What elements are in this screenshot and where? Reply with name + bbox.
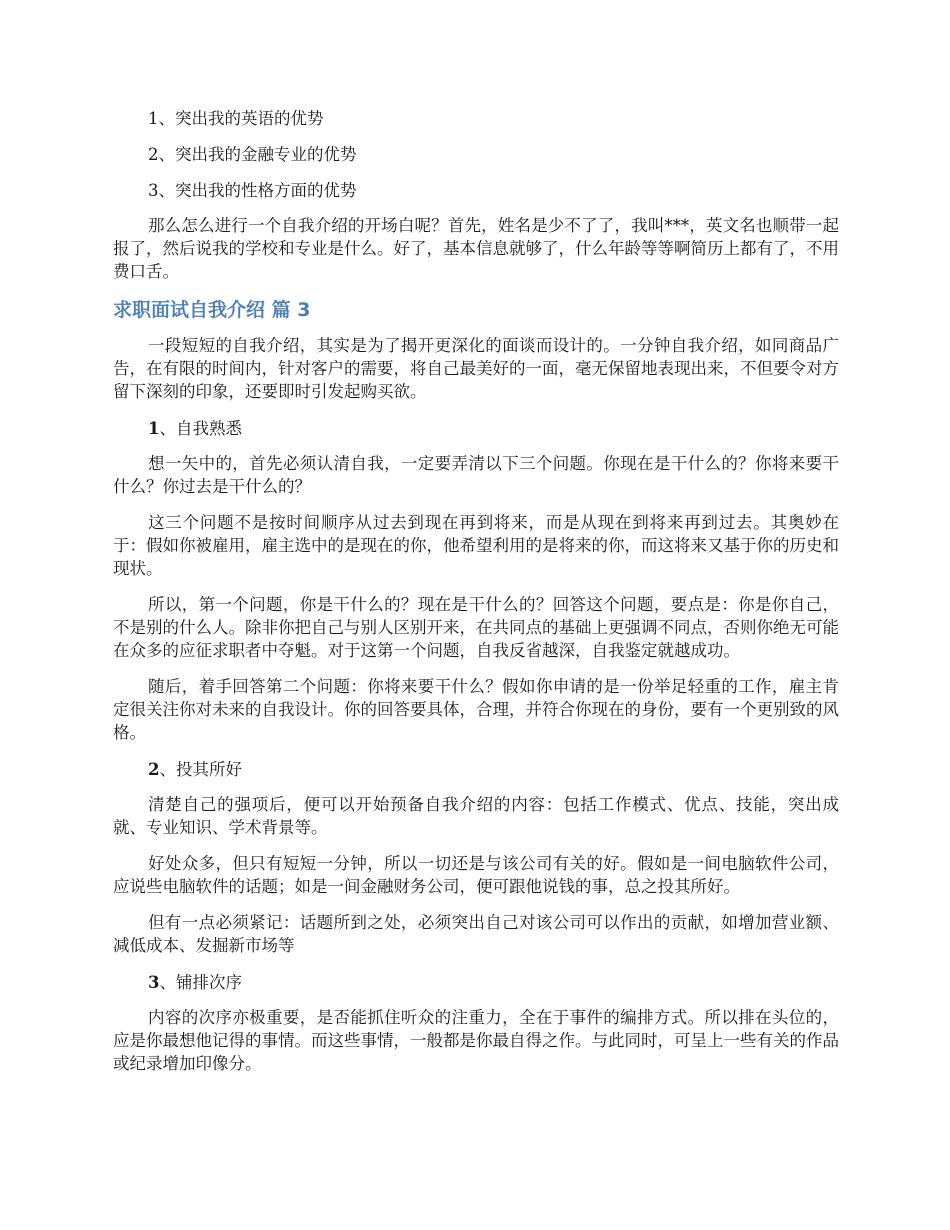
subheading-number: 3	[148, 973, 160, 992]
section-title: 求职面试自我介绍 篇 3	[113, 299, 311, 321]
paragraph: 所以，第一个问题，你是干什么的？现在是干什么的？回答这个问题，要点是：你是你自己，不是别的什么人。除非你把自己与别人区别开来，在共同点的基础上更强调不同点，否则你绝无可能在众多的应征求职者中夺魁。对于这第一个问题，自我反省越深，自我鉴定就越成功。	[113, 595, 839, 660]
paragraph: 随后，着手回答第二个问题：你将来要干什么？假如你申请的是一份举足轻重的工作，雇主肯定很关注你对未来的自我设计。你的回答要具体，合理，并符合你现在的身份，要有一个更别致的风格。	[113, 677, 839, 742]
subheading-order	[113, 970, 839, 996]
list-item: 2、突出我的金融专业的优势	[148, 145, 357, 164]
paragraph: 好处众多，但只有短短一分钟，所以一切还是与该公司有关的好。假如是一间电脑软件公司，应说些电脑软件的话题；如是一间金融财务公司，便可跟他说钱的事，总之投其所好。	[113, 854, 839, 896]
subheading-text: 、铺排次序	[159, 973, 242, 992]
paragraph: 想一矢中的，首先必须认清自我，一定要弄清以下三个问题。你现在是干什么的？你将来要干什么？你过去是干什么的？	[113, 454, 839, 496]
subheading-number: 2	[148, 760, 160, 779]
paragraph: 但有一点必须紧记：话题所到之处，必须突出自己对该公司可以作出的贡献，如增加营业额、减低成本、发掘新市场等	[113, 913, 839, 955]
subheading-cater	[113, 757, 839, 783]
paragraph: 内容的次序亦极重要，是否能抓住听众的注重力，全在于事件的编排方式。所以排在头位的，应是你最想他记得的事情。而这些事情，一般都是你最自得之作。与此同时，可呈上一些有关的作品或纪录增加印像分。	[113, 1008, 839, 1073]
subheading-text: 、自我熟悉	[159, 419, 242, 438]
paragraph: 清楚自己的强项后，便可以开始预备自我介绍的内容：包括工作模式、优点、技能，突出成就、专业知识、学术背景等。	[113, 795, 839, 837]
list-item: 1、突出我的英语的优势	[148, 109, 324, 128]
list-item: 3、突出我的性格方面的优势	[148, 181, 357, 200]
document-page	[113, 106, 839, 1088]
subheading-text: 、投其所好	[159, 760, 242, 779]
subheading-number: 1	[148, 419, 160, 438]
paragraph: 这三个问题不是按时间顺序从过去到现在再到将来，而是从现在到将来再到过去。其奥妙在于：假如你被雇用，雇主选中的是现在的你，他希望利用的是将来的你，而这将来又基于你的历史和现状。	[113, 513, 839, 578]
section-lead-paragraph: 一段短短的自我介绍，其实是为了揭开更深化的面谈而设计的。一分钟自我介绍，如同商品广告，在有限的时间内，针对客户的需要，将自己最美好的一面，毫无保留地表现出来，不但要令对方留下深刻的印象，还要即时引发起购买欲。	[113, 336, 839, 401]
subheading-self-knowledge	[113, 416, 839, 442]
intro-paragraph: 那么怎么进行一个自我介绍的开场白呢？首先，姓名是少不了了，我叫***，英文名也顺带一起报了，然后说我的学校和专业是什么。好了，基本信息就够了，什么年龄等等啊简历上都有了，不用费口舌。	[113, 216, 839, 281]
